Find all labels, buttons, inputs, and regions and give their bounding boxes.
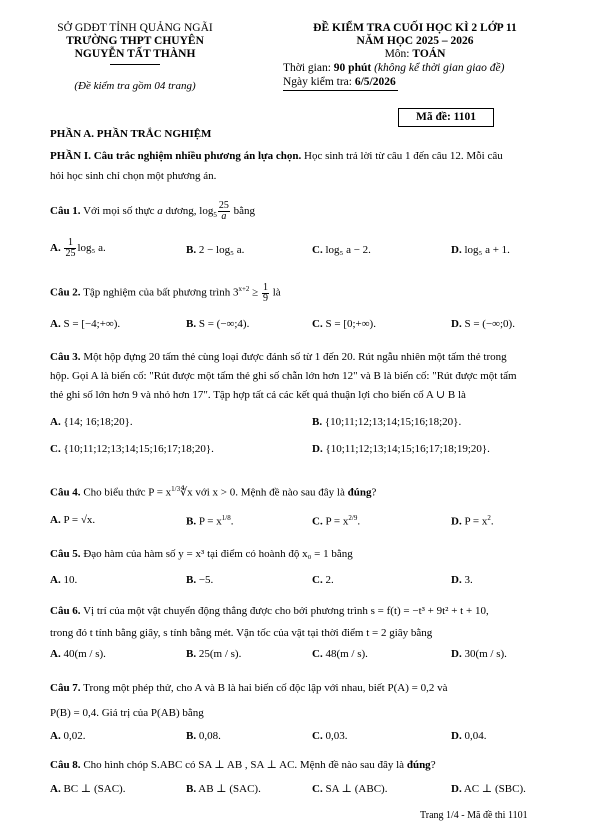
q3-option-c-text: {10;11;12;13;14;15;16;17;18;20}. bbox=[63, 443, 214, 455]
q1-fraction bbox=[218, 201, 230, 222]
q7-option-a-text: 0,02. bbox=[63, 730, 86, 742]
q8-option-a-label: A. bbox=[50, 783, 61, 795]
q2-frac-den: 9 bbox=[262, 292, 268, 304]
q3-option-a-label: A. bbox=[50, 416, 61, 428]
q1-option-c[interactable] bbox=[312, 244, 371, 256]
q2-option-c-text: S = [0;+∞). bbox=[325, 318, 376, 330]
q1-text: Với mọi số thực bbox=[80, 205, 158, 217]
question-7 bbox=[50, 676, 447, 726]
time-line bbox=[283, 62, 504, 75]
question-3 bbox=[50, 348, 517, 405]
q3-option-d-text: {10;11;12;13;14;15;16;17;18;19;20}. bbox=[325, 443, 490, 455]
q4-root: ∜x bbox=[180, 486, 193, 499]
q4-option-b[interactable] bbox=[186, 514, 233, 528]
question-1 bbox=[50, 200, 255, 226]
header-right-underline bbox=[283, 90, 398, 91]
section-intro-line1 bbox=[50, 150, 503, 163]
q3-label: Câu 3. bbox=[50, 351, 81, 363]
q2-option-c-label: C. bbox=[312, 318, 323, 330]
q8-option-c-label: C. bbox=[312, 783, 323, 795]
q4-option-c-tail: . bbox=[357, 515, 361, 528]
q2-text: Tập nghiệm của bất phương trình bbox=[80, 286, 233, 299]
q8-option-c-text: SA ⊥ (ABC). bbox=[325, 783, 388, 795]
q2-expr: 3 bbox=[232, 286, 239, 299]
q5-option-d-label: D. bbox=[451, 574, 462, 586]
q4-option-d-exp: 2 bbox=[487, 514, 491, 522]
q7-option-c[interactable] bbox=[312, 730, 347, 742]
q2-label: Câu 2. bbox=[50, 286, 81, 299]
q4-label: Câu 4. bbox=[50, 486, 81, 499]
school-year: NĂM HỌC 2025 – 2026 bbox=[356, 35, 474, 47]
q6-option-c[interactable] bbox=[312, 648, 368, 660]
q8-option-a-text: BC ⊥ (SAC). bbox=[63, 783, 126, 795]
q1-frac-num: 25 bbox=[218, 199, 229, 211]
q3-option-c[interactable] bbox=[50, 443, 214, 455]
q1-a-frac-num: 1 bbox=[64, 238, 76, 249]
q5-label: Câu 5. bbox=[50, 548, 81, 560]
q2-rel: ≥ bbox=[249, 286, 261, 299]
q3-option-d-label: D. bbox=[312, 443, 323, 455]
date-label: Ngày kiểm tra: bbox=[283, 76, 355, 88]
q5-option-d[interactable] bbox=[451, 574, 473, 586]
q1-label: Câu 1. bbox=[50, 205, 81, 217]
q4-exp: 1/3 bbox=[171, 485, 181, 493]
q4-option-d[interactable] bbox=[451, 514, 494, 528]
date-value: 6/5/2026 bbox=[354, 76, 396, 88]
q7-option-a[interactable] bbox=[50, 730, 85, 742]
q2-option-d-text: S = (−∞;0). bbox=[464, 318, 515, 330]
q1-option-a-label: A. bbox=[50, 242, 61, 255]
question-4 bbox=[50, 478, 376, 504]
q5-option-a-label: A. bbox=[50, 574, 61, 586]
q5-option-a-text: 10. bbox=[63, 574, 78, 586]
q5-option-b[interactable] bbox=[186, 574, 213, 586]
q7-line2: P(B) = 0,4. Giá trị của P(AB) bằng bbox=[50, 707, 204, 719]
q2-fraction bbox=[262, 283, 269, 304]
q6-option-a[interactable] bbox=[50, 648, 106, 660]
q3-option-b-label: B. bbox=[312, 416, 323, 428]
q2-expr-exp: x+2 bbox=[238, 285, 250, 293]
q4-text: Cho biểu thức P = x bbox=[80, 486, 172, 499]
q4-text2: với x > 0. Mệnh đề nào sau đây là bbox=[192, 486, 348, 499]
q3-option-a[interactable] bbox=[50, 416, 133, 428]
q7-option-c-label: C. bbox=[312, 730, 323, 742]
q3-option-a-text: {14; 16;18;20}. bbox=[63, 416, 133, 428]
q6-option-a-text: 40(m / s). bbox=[63, 648, 106, 660]
q8-bold-word: đúng bbox=[406, 759, 431, 771]
q6-option-d-text: 30(m / s). bbox=[464, 648, 507, 660]
q4-option-b-exp: 1/8 bbox=[221, 514, 231, 522]
q3-line2: hộp. Gọi A là biến cố: "Rút được một tấm thẻ ghi số chẵn lớn hơn 12" và B là biến cố: "Rút được một tấm bbox=[50, 370, 517, 382]
q1-text3: bằng bbox=[230, 205, 255, 217]
q2-option-d-label: D. bbox=[451, 318, 462, 330]
q1-option-d-label: D. bbox=[451, 244, 462, 256]
question-5 bbox=[50, 548, 353, 560]
q5-text: Đạo hàm của hàm số y = x³ tại điểm có hoành độ x₀ = 1 bằng bbox=[80, 548, 353, 560]
q6-option-b-label: B. bbox=[186, 648, 197, 660]
q3-option-b-text: {10;11;12;13;14;15;16;18;20}. bbox=[324, 416, 462, 428]
q4-option-c[interactable] bbox=[312, 514, 360, 528]
q8-option-d[interactable] bbox=[451, 782, 526, 795]
pages-note: (Đề kiểm tra gồm 04 trang) bbox=[74, 80, 196, 92]
q5-option-c-label: C. bbox=[312, 574, 323, 586]
q5-option-b-label: B. bbox=[186, 574, 197, 586]
q3-option-c-label: C. bbox=[50, 443, 61, 455]
q6-option-c-label: C. bbox=[312, 648, 323, 660]
header-left-underline bbox=[110, 64, 160, 65]
q4-option-a-label: A. bbox=[50, 514, 61, 526]
q8-option-d-text: AC ⊥ (SBC). bbox=[463, 783, 526, 795]
q1-option-c-text: log₅ a − 2. bbox=[325, 244, 371, 256]
q2-option-c[interactable] bbox=[312, 318, 376, 330]
q1-option-a-fraction bbox=[64, 238, 76, 259]
exam-title: ĐỀ KIỂM TRA CUỐI HỌC KÌ 2 LỚP 11 bbox=[313, 22, 517, 34]
q1-option-a[interactable] bbox=[50, 238, 106, 259]
q5-option-c-text: 2. bbox=[325, 574, 334, 586]
q1-log: log bbox=[199, 205, 214, 217]
q3-option-d[interactable] bbox=[312, 443, 490, 455]
q4-bold-word: đúng bbox=[347, 486, 372, 499]
question-6 bbox=[50, 600, 489, 644]
subject-line bbox=[270, 48, 560, 61]
q7-option-c-text: 0,03. bbox=[325, 730, 348, 742]
q4-option-b-base: P = x bbox=[198, 515, 222, 528]
time-value: 90 phút bbox=[333, 62, 372, 74]
q2-text2: là bbox=[269, 286, 281, 299]
date-line bbox=[283, 76, 396, 89]
q4-text3: ? bbox=[371, 486, 377, 499]
exam-code-box: Mã đề: 1101 bbox=[398, 108, 494, 127]
q6-option-b[interactable] bbox=[186, 648, 241, 660]
q2-frac-num: 1 bbox=[262, 281, 268, 293]
q8-text: Cho hình chóp S.ABC có SA ⊥ AB , SA ⊥ AC. Mệnh đề nào sau đây là bbox=[80, 759, 407, 771]
q4-option-c-exp: 2/9 bbox=[348, 514, 358, 522]
department-name: SỞ GDĐT TỈNH QUẢNG NGÃI bbox=[57, 22, 213, 34]
q1-option-d-text: log₅ a + 1. bbox=[464, 244, 510, 256]
q4-option-b-tail: . bbox=[230, 515, 234, 528]
q5-option-d-text: 3. bbox=[464, 574, 473, 586]
q2-option-a[interactable] bbox=[50, 318, 120, 330]
q6-line1: Vị trí của một vật chuyển động thẳng được cho bởi phương trình s = f(t) = −t³ + 9t² + t + 10, bbox=[80, 605, 489, 617]
subject-label: Môn: bbox=[384, 48, 413, 60]
q7-option-a-label: A. bbox=[50, 730, 61, 742]
section-intro-line2: hỏi học sinh chỉ chọn một phương án. bbox=[50, 170, 217, 182]
q8-option-b[interactable] bbox=[186, 782, 261, 795]
q1-a-frac-den: 25 bbox=[65, 248, 76, 259]
q1-option-d[interactable] bbox=[451, 244, 510, 256]
q4-option-a-text: P = √x. bbox=[63, 514, 96, 526]
q1-log-base: 5 bbox=[213, 211, 217, 220]
q8-option-a[interactable] bbox=[50, 782, 125, 795]
q6-option-d[interactable] bbox=[451, 648, 507, 660]
q4-option-d-label: D. bbox=[451, 515, 462, 528]
q6-option-a-label: A. bbox=[50, 648, 61, 660]
subject-value: TOÁN bbox=[412, 48, 446, 60]
q4-option-c-label: C. bbox=[312, 515, 323, 528]
question-8 bbox=[50, 758, 436, 771]
q4-option-b-label: B. bbox=[186, 515, 197, 528]
q1-var: a bbox=[157, 205, 163, 217]
q4-option-a[interactable] bbox=[50, 514, 95, 526]
time-label: Thời gian: bbox=[283, 62, 334, 74]
q8-option-c[interactable] bbox=[312, 782, 387, 795]
q3-option-b[interactable] bbox=[312, 416, 461, 428]
q7-option-b-text: 0,08. bbox=[198, 730, 221, 742]
q1-option-a-text: log₅ a. bbox=[77, 242, 106, 255]
q1-frac-den: a bbox=[221, 210, 227, 222]
q5-option-b-text: −5. bbox=[198, 574, 214, 586]
q2-option-d[interactable] bbox=[451, 318, 515, 330]
q7-label: Câu 7. bbox=[50, 682, 81, 694]
q7-option-b[interactable] bbox=[186, 730, 221, 742]
q1-option-b-text: 2 − log₅ a. bbox=[198, 244, 245, 256]
section-text-1: Học sinh trả lời từ câu 1 đến câu 12. Mỗi câu bbox=[301, 150, 503, 162]
q4-option-d-base: P = x bbox=[464, 515, 488, 528]
q6-option-b-text: 25(m / s). bbox=[198, 648, 242, 660]
q2-option-b[interactable] bbox=[186, 318, 249, 330]
q6-option-c-text: 48(m / s). bbox=[325, 648, 368, 660]
q7-option-b-label: B. bbox=[186, 730, 197, 742]
q5-option-c[interactable] bbox=[312, 574, 334, 586]
q3-line3: thẻ ghi số lớn hơn 9 và nhỏ hơn 17". Tập hợp tất cả các kết quả thuận lợi cho biến cố A ∪ B là bbox=[50, 389, 466, 401]
q7-option-d-label: D. bbox=[451, 730, 462, 742]
q5-option-a[interactable] bbox=[50, 574, 77, 586]
q1-option-b-label: B. bbox=[186, 244, 197, 256]
q6-line2: trong đó t tính bằng giây, s tính bằng mét. Vận tốc của vật tại thời điểm t = 2 giây bằng bbox=[50, 627, 433, 639]
q8-option-b-label: B. bbox=[186, 783, 197, 795]
school-name-line2: NGUYỄN TẤT THÀNH bbox=[74, 48, 196, 60]
part-a-title: PHẦN A. PHẦN TRẮC NGHIỆM bbox=[50, 128, 212, 140]
q3-line1: Một hộp đựng 20 tấm thẻ cùng loại được đánh số từ 1 đến 20. Rút ngẫu nhiên một tấm thẻ trong bbox=[80, 351, 507, 363]
q8-text2: ? bbox=[430, 759, 436, 771]
q7-line1: Trong một phép thử, cho A và B là hai biến cố độc lập với nhau, biết P(A) = 0,2 và bbox=[80, 682, 448, 694]
header-left bbox=[40, 22, 230, 61]
q6-label: Câu 6. bbox=[50, 605, 81, 617]
page-footer: Trang 1/4 - Mã đề thi 1101 bbox=[420, 810, 528, 821]
q7-option-d-text: 0,04. bbox=[464, 730, 487, 742]
q8-label: Câu 8. bbox=[50, 759, 81, 771]
q8-option-d-label: D. bbox=[451, 783, 462, 795]
q7-option-d[interactable] bbox=[451, 730, 486, 742]
q1-text2: dương, bbox=[162, 205, 200, 217]
q1-option-b[interactable] bbox=[186, 244, 244, 256]
q2-option-b-text: S = (−∞;4). bbox=[198, 318, 250, 330]
section-title: PHẦN I. Câu trắc nghiệm nhiều phương án lựa chọn. bbox=[50, 150, 302, 162]
q6-option-d-label: D. bbox=[451, 648, 462, 660]
question-2 bbox=[50, 278, 281, 304]
time-note: (không kể thời gian giao đề) bbox=[371, 62, 505, 74]
school-name-line1: TRƯỜNG THPT CHUYÊN bbox=[66, 35, 204, 47]
q1-option-c-label: C. bbox=[312, 244, 323, 256]
q2-option-b-label: B. bbox=[186, 318, 197, 330]
q4-option-d-tail: . bbox=[490, 515, 494, 528]
q4-option-c-base: P = x bbox=[325, 515, 349, 528]
q8-option-b-text: AB ⊥ (SAC). bbox=[198, 783, 261, 795]
q2-option-a-label: A. bbox=[50, 318, 61, 330]
q2-option-a-text: S = [−4;+∞). bbox=[63, 318, 121, 330]
